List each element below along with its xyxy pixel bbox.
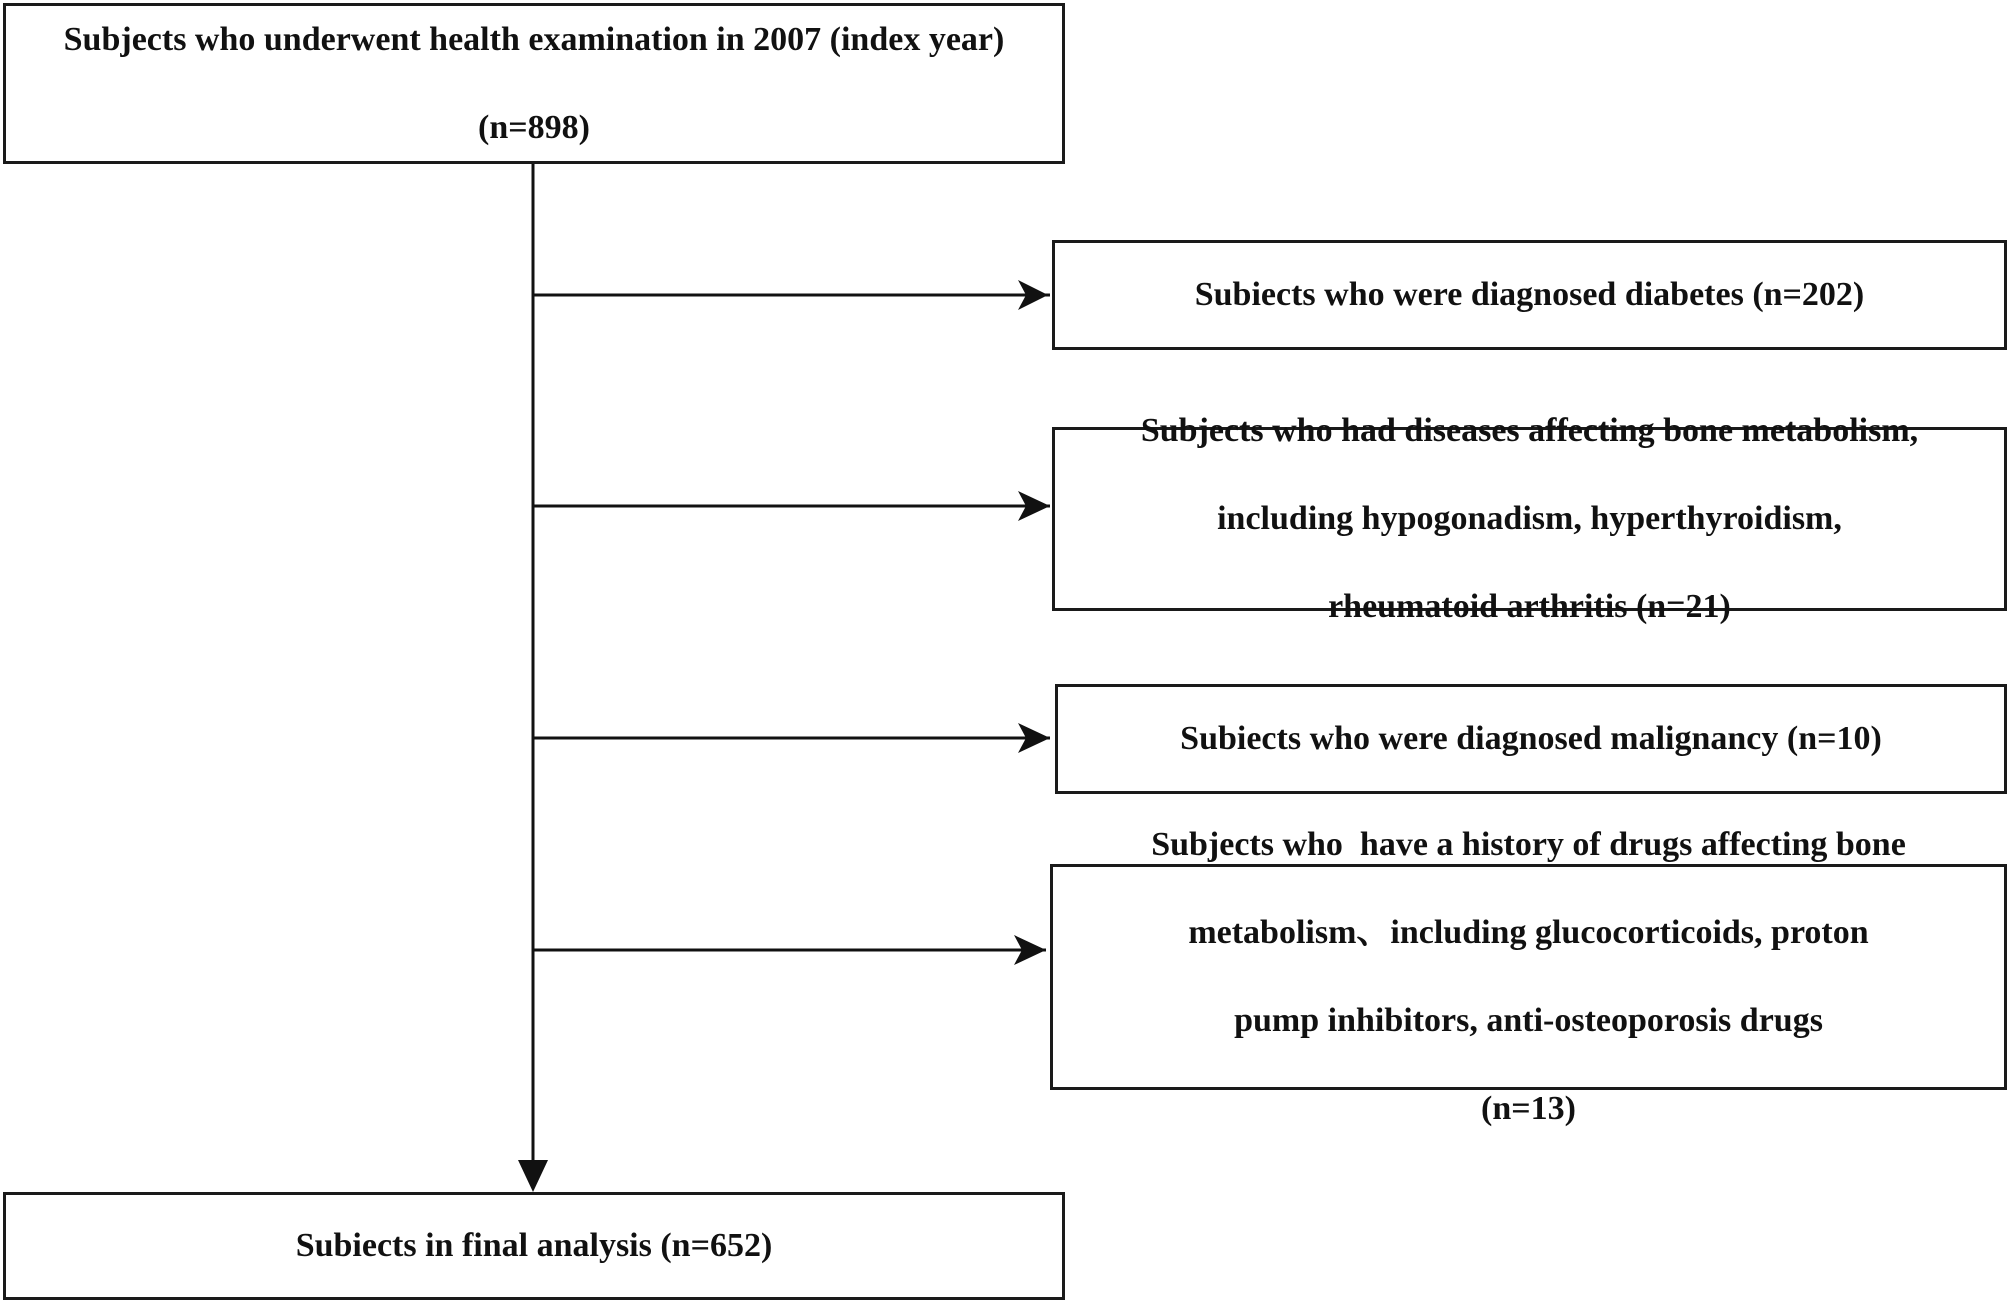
exclusion-box-malignancy (1055, 684, 2007, 794)
final-analysis-box (3, 1192, 1065, 1300)
start-box (3, 3, 1065, 164)
final-analysis-box-text (296, 1180, 773, 1312)
exclusion-bone-disease-line-1: Subjects who had diseases affecting bone metabolism, (1140, 412, 1919, 449)
exclusion-drugs-line-2: metabolism、including glucocorticoids, proton (1188, 914, 1869, 951)
exclusion-drugs-line-3: pump inhibitors, anti-osteoporosis drugs (1234, 1002, 1823, 1039)
final-analysis-line-1: Subiects in final analysis (n=652) (295, 1227, 773, 1264)
exclusion-box-drugs-text (1151, 779, 1906, 1175)
exclusion-bone-disease-line-3: rheumatoid arthritis (n=21) (1328, 588, 1731, 625)
exclusion-malignancy-line-1: Subiects who were diagnosed malignancy (n=10) (1180, 720, 1882, 757)
exclusion-box-bone-disease-text (1141, 365, 1918, 673)
exclusion-drugs-line-4: (n=13) (1481, 1090, 1576, 1127)
exclusion-drugs-line-1: Subjects who have a history of drugs affecting bone (1151, 826, 1906, 863)
exclusion-box-diabetes (1052, 240, 2007, 350)
start-box-line-1: Subjects who underwent health examination in 2007 (index year) (63, 20, 1005, 58)
start-box-text (64, 0, 1005, 194)
exclusion-bone-disease-line-2: including hypogonadism, hyperthyroidism, (1217, 500, 1842, 537)
exclusion-box-diabetes-text (1195, 229, 1865, 361)
exclusion-box-drugs (1050, 826, 2007, 1127)
exclusion-box-bone-disease (1052, 412, 2007, 625)
exclusion-diabetes-line-1: Subiects who were diagnosed diabetes (n=202) (1194, 276, 1865, 313)
start-box-line-2: (n=898) (478, 108, 590, 146)
